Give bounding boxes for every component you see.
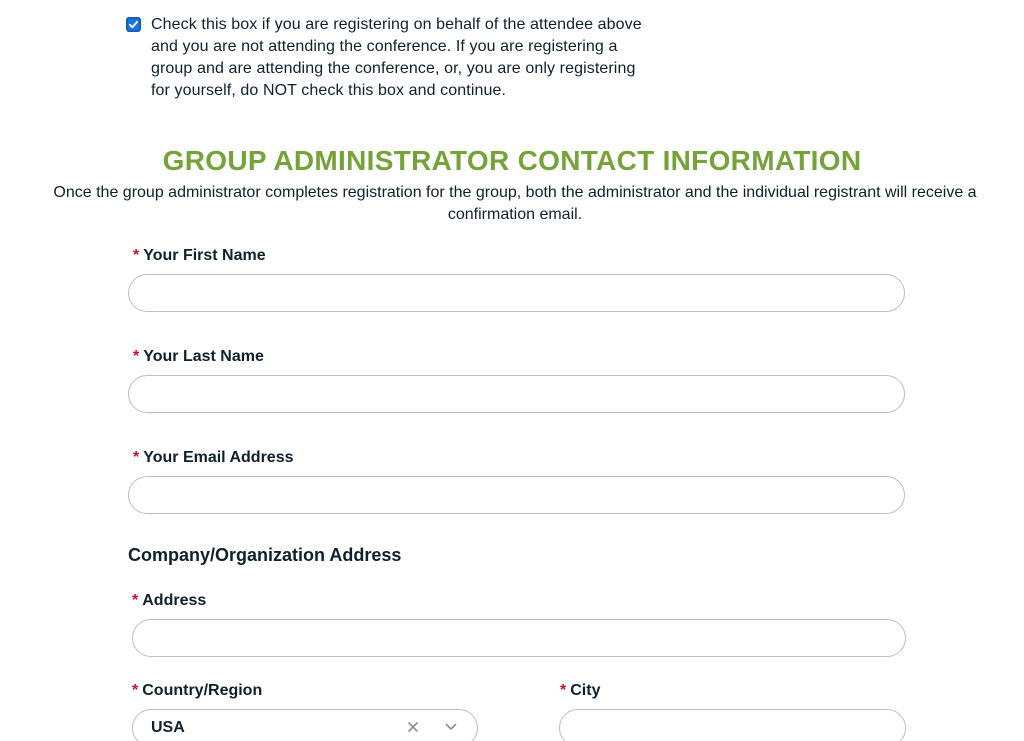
required-marker: * [132,592,139,609]
not-attending-checkbox-label[interactable]: Check this box if you are registering on behalf of the attendee above and you are not attending the conference. If you are registering a group and are attending the conference, or, you are only registering for yourself, do NOT check this box and continue. [151,16,642,99]
section-title: GROUP ADMINISTRATOR CONTACT INFORMATION [162,145,862,176]
checkmark-icon [128,19,139,30]
chevron-down-icon[interactable] [443,718,459,736]
section-description: Once the group administrator completes registration for the group, both the administrator and the individual registrant will receive a confirmation email. [53,184,977,223]
not-attending-checkbox[interactable] [126,17,141,32]
country-label-text: Country/Region [142,682,263,699]
email-label [133,449,294,467]
address-input[interactable] [132,619,906,657]
required-marker: * [560,682,567,699]
required-marker: * [133,449,140,466]
last-name-label-text: Your Last Name [143,348,264,365]
country-select-value: USA [151,719,185,736]
last-name-input[interactable] [128,375,905,413]
last-name-label [133,348,264,366]
country-label [132,682,262,700]
not-attending-checkbox-row [126,14,646,102]
address-section-heading: Company/Organization Address [128,545,402,565]
city-label [560,682,600,700]
address-label [132,592,206,610]
country-select[interactable] [132,709,478,741]
email-input[interactable] [128,476,905,514]
clear-icon[interactable] [405,718,421,736]
first-name-label [133,247,266,265]
address-label-text: Address [142,592,207,609]
required-marker: * [132,682,139,699]
required-marker: * [133,247,140,264]
required-marker: * [133,348,140,365]
city-label-text: City [570,682,601,699]
first-name-input[interactable] [128,274,905,312]
email-label-text: Your Email Address [143,449,294,466]
first-name-label-text: Your First Name [143,247,266,264]
city-input[interactable] [559,709,906,741]
